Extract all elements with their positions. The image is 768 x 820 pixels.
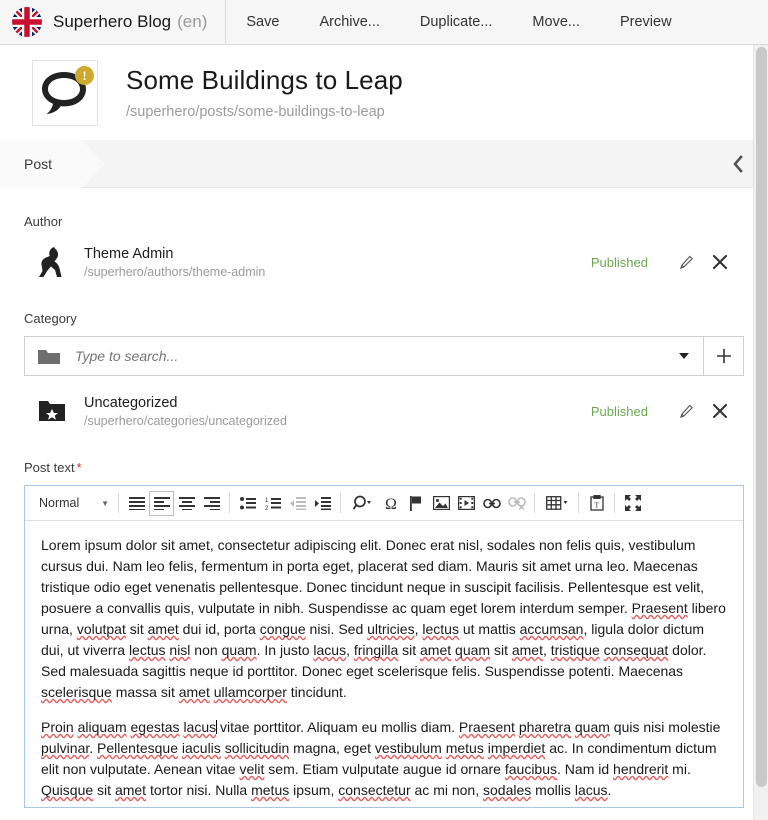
- author-remove-close-icon[interactable]: [708, 255, 732, 269]
- fullscreen-maximize-button[interactable]: [620, 491, 645, 516]
- special-character-omega-button[interactable]: [379, 491, 404, 516]
- toolbar-separator: [578, 493, 579, 513]
- unlink-button: [504, 491, 529, 516]
- breadcrumb-tab-label: Post: [24, 155, 53, 172]
- category-status-badge: Published: [590, 403, 648, 419]
- toolbar-separator: [614, 493, 615, 513]
- chevron-down-icon: ▼: [101, 498, 109, 508]
- author-label: Author: [24, 214, 63, 229]
- vertical-scrollbar[interactable]: [753, 45, 768, 820]
- menu-item-archive[interactable]: Archive...: [319, 13, 380, 30]
- menu-item-preview[interactable]: Preview: [619, 13, 672, 30]
- chevron-left-icon[interactable]: [731, 140, 744, 188]
- post-text-label-text: Post text: [24, 460, 75, 475]
- author-row[interactable]: [24, 239, 744, 285]
- caret-down-icon[interactable]: [665, 337, 703, 375]
- video-button[interactable]: [454, 491, 479, 516]
- align-left-button[interactable]: [149, 491, 174, 516]
- author-edit-pencil-icon[interactable]: [674, 255, 698, 270]
- table-button[interactable]: [540, 491, 573, 516]
- superhero-person-icon: [32, 243, 72, 281]
- indent-button[interactable]: [310, 491, 335, 516]
- link-button[interactable]: [479, 491, 504, 516]
- document-header: [0, 45, 768, 140]
- category-picker[interactable]: [24, 336, 744, 376]
- post-text-label: [24, 460, 744, 475]
- site-language: (en): [177, 12, 208, 31]
- toolbar-separator: [534, 493, 535, 513]
- toolbar-separator: [340, 493, 341, 513]
- folder-star-icon: [32, 392, 72, 430]
- svg-text:T: T: [594, 500, 599, 510]
- align-right-button[interactable]: [199, 491, 224, 516]
- paste-as-text-clipboard-button[interactable]: [584, 491, 609, 516]
- author-status-badge: Published: [590, 254, 648, 270]
- align-center-button[interactable]: [174, 491, 199, 516]
- menu-item-duplicate[interactable]: Duplicate...: [419, 13, 493, 30]
- category-item-path: /superhero/categories/uncategorized: [84, 414, 287, 429]
- menu-item-save[interactable]: Save: [246, 13, 280, 30]
- category-item-name: Uncategorized: [84, 394, 178, 411]
- page-path: /superhero/posts/some-buildings-to-leap: [126, 103, 385, 120]
- justify-button[interactable]: [124, 491, 149, 516]
- bullet-list-button[interactable]: [235, 491, 260, 516]
- text-cursor: [216, 720, 217, 734]
- toolbar-separator: [229, 493, 230, 513]
- svg-text:Ω: Ω: [384, 496, 397, 511]
- rich-text-editor[interactable]: [24, 485, 744, 808]
- toolbar-separator: [118, 493, 119, 513]
- folder-icon: [25, 337, 73, 375]
- category-label: Category: [24, 311, 77, 326]
- top-toolbar: [0, 0, 768, 45]
- svg-text:2: 2: [264, 505, 268, 510]
- category-search-input[interactable]: [73, 337, 665, 375]
- outdent-button: [285, 491, 310, 516]
- scrollbar-thumb[interactable]: [756, 47, 767, 787]
- author-path: /superhero/authors/theme-admin: [84, 265, 266, 280]
- category-edit-pencil-icon[interactable]: [674, 404, 698, 419]
- breadcrumb: [0, 140, 768, 188]
- site-title: Superhero Blog: [53, 12, 172, 31]
- format-dropdown[interactable]: [31, 491, 113, 516]
- find-replace-button[interactable]: [346, 491, 379, 516]
- category-add-plus-icon[interactable]: [703, 337, 743, 375]
- category-item-row[interactable]: [24, 388, 744, 434]
- anchor-flag-button[interactable]: [404, 491, 429, 516]
- breadcrumb-tab-post[interactable]: [0, 140, 82, 188]
- uk-flag-icon[interactable]: [12, 7, 42, 37]
- menu-item-move[interactable]: Move...: [532, 13, 580, 30]
- category-remove-close-icon[interactable]: [708, 404, 732, 418]
- numbered-list-button[interactable]: [260, 491, 285, 516]
- form-body: [0, 214, 768, 808]
- document-thumbnail: [32, 60, 98, 126]
- image-button[interactable]: [429, 491, 454, 516]
- top-menu: [226, 0, 691, 45]
- editor-toolbar: [25, 486, 743, 521]
- page-title: Some Buildings to Leap: [126, 65, 403, 96]
- editor-paragraph-2[interactable]: Proin aliquam egestas lacus vitae porttitor. Aliquam eu mollis diam. Praesent pharetra quam quis nisi molestie pulvinar. Pellentesque iaculis sollicitudin magna, eget vestibulum metus imperdiet ac. In condimentum dictum elit non vulputate. Aenean vitae velit sem. Etiam vulputate augue id ornare faucibus. Nam id hendrerit mi. Quisque sit amet tortor nisi. Nulla metus ipsum, consectetur ac mi non, sodales mollis lacus.: [41, 719, 721, 798]
- required-marker: *: [76, 460, 82, 475]
- editor-paragraph-1[interactable]: Lorem ipsum dolor sit amet, consectetur adipiscing elit. Donec erat nisl, sodales non felis quis, vestibulum cursus dui. Nam leo felis, fermentum in porta eget, placerat sed diam. Mauris sit amet urna leo. Maecenas tristique odio eget venenatis pellentesque. Donec tincidunt neque in suscipit facilisis. Pellentesque est velit, posuere a convallis quis, vulputate in nibh. Suspendisse ac quam eget lorem interdum semper. Praesent libero urna, volutpat sit amet dui id, porta congue nisi. Sed ultricies, lectus ut mattis accumsan, ligula dolor dictum dui, ut viverra lectus nisl non quam. In justo lacus, fringilla sit amet quam sit amet, tristique consequat dolor. Sed malesuada sagittis neque id porttitor. Donec eget scelerisque felis. Suspendisse potenti. Maecenas scelerisque massa sit amet ullamcorper tincidunt.: [41, 537, 726, 700]
- editor-content-area[interactable]: [25, 521, 743, 807]
- author-name: Theme Admin: [84, 245, 174, 262]
- format-dropdown-value: Normal: [39, 496, 80, 510]
- warning-badge: !: [75, 66, 94, 85]
- svg-text:1: 1: [264, 497, 268, 504]
